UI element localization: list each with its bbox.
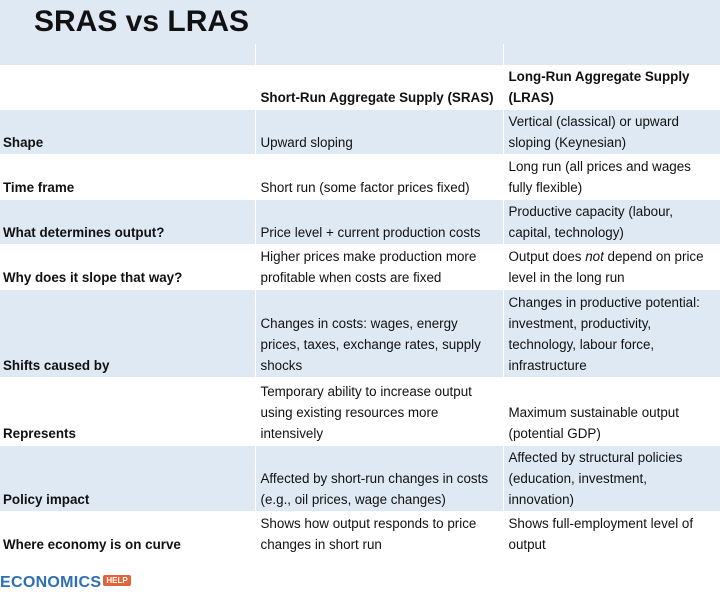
- sras-cell: Upward sloping: [255, 110, 503, 155]
- row-label: Where economy is on curve: [0, 512, 255, 557]
- header-cell-sras: Short-Run Aggregate Supply (SRAS): [255, 66, 503, 110]
- sras-cell: Changes in costs: wages, energy prices, taxes, exchange rates, supply shocks: [255, 290, 503, 378]
- lras-cell: Productive capacity (labour, capital, technology): [503, 200, 720, 245]
- table-row: [0, 378, 720, 446]
- economics-help-logo: [0, 570, 131, 596]
- lras-cell: Maximum sustainable output (potential GDP): [503, 378, 720, 446]
- row-label: Represents: [0, 378, 255, 446]
- table-row: [0, 155, 720, 200]
- table-header-row: [0, 66, 720, 110]
- lras-cell: Long run (all prices and wages fully flexible): [503, 155, 720, 200]
- sras-cell: Price level + current production costs: [255, 200, 503, 245]
- table-row: [0, 245, 720, 290]
- lras-cell: Vertical (classical) or upward sloping (Keynesian): [503, 110, 720, 155]
- logo-text: ECONOMICS: [0, 574, 102, 591]
- page-title: SRAS vs LRAS: [0, 0, 720, 44]
- lras-cell: Output does not depend on price level in the long run: [503, 245, 720, 290]
- comparison-table: [0, 44, 720, 557]
- table-row: [0, 200, 720, 245]
- table-row: [0, 446, 720, 512]
- sras-cell: Temporary ability to increase output using existing resources more intensively: [255, 378, 503, 446]
- lras-cell: Affected by structural policies (education, investment, innovation): [503, 446, 720, 512]
- sras-cell: Affected by short-run changes in costs (e.g., oil prices, wage changes): [255, 446, 503, 512]
- table-row: [0, 290, 720, 378]
- row-label: Shape: [0, 110, 255, 155]
- sras-cell: Shows how output responds to price changes in short run: [255, 512, 503, 557]
- logo-badge: HELP: [103, 575, 130, 586]
- row-label: Why does it slope that way?: [0, 245, 255, 290]
- sras-cell: Higher prices make production more profitable when costs are fixed: [255, 245, 503, 290]
- lras-cell: Shows full-employment level of output: [503, 512, 720, 557]
- row-label: What determines output?: [0, 200, 255, 245]
- table-row: [0, 110, 720, 155]
- row-label: Time frame: [0, 155, 255, 200]
- lras-cell: Changes in productive potential: investment, productivity, technology, labour force, infrastructure: [503, 290, 720, 378]
- row-label: Policy impact: [0, 446, 255, 512]
- table-row: [0, 512, 720, 557]
- sras-cell: Short run (some factor prices fixed): [255, 155, 503, 200]
- table-spacer-row: [0, 44, 720, 66]
- row-label: Shifts caused by: [0, 290, 255, 378]
- header-cell-criterion: [0, 66, 255, 110]
- header-cell-lras: Long-Run Aggregate Supply (LRAS): [503, 66, 720, 110]
- emphasis-not: not: [585, 249, 604, 264]
